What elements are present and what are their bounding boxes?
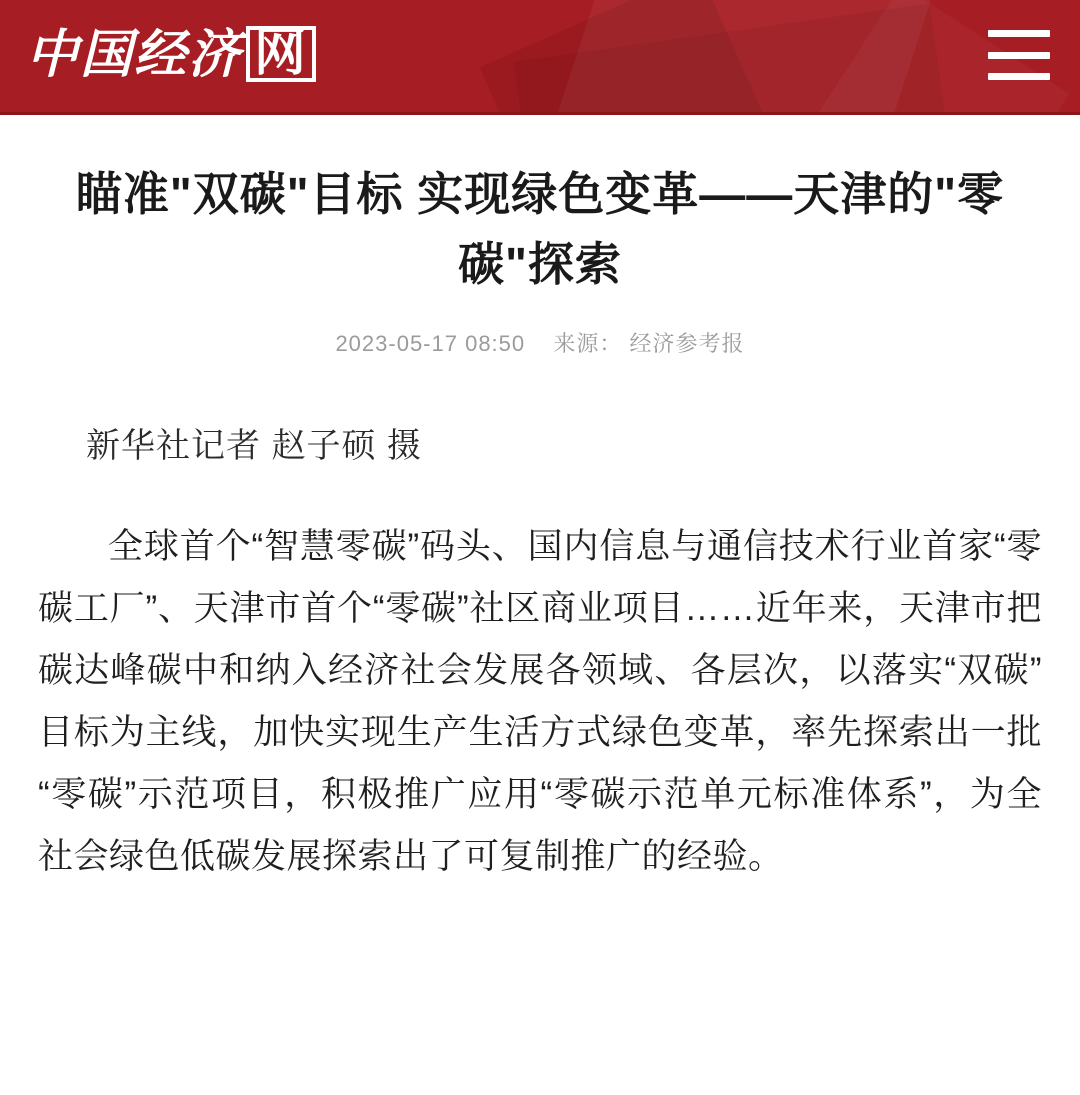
hamburger-menu-icon[interactable]: [988, 30, 1050, 80]
article-source-label: 来源：: [553, 331, 623, 356]
hamburger-bar-2: [988, 52, 1050, 59]
article-container: [0, 159, 1080, 888]
article-paragraph: 全球首个“智慧零碳”码头、国内信息与通信技术行业首家“零碳工厂”、天津市首个“零碳”社区商业项目……近年来，天津市把碳达峰碳中和纳入经济社会发展各领域、各层次，以落实“双碳”目标为主线，加快实现生产生活方式绿色变革，率先探索出一批“零碳”示范项目，积极推广应用“零碳示范单元标准体系”，为全社会绿色低碳发展探索出了可复制推广的经验。: [38, 527, 1042, 876]
site-logo[interactable]: [26, 26, 316, 85]
header-shard-1: [548, 0, 933, 112]
hamburger-bar-1: [988, 30, 1050, 37]
article-source: 经济参考报: [629, 331, 745, 356]
site-header: [0, 0, 1080, 112]
hamburger-bar-3: [988, 73, 1050, 80]
header-shard-4: [514, 3, 947, 112]
article-byline: 新华社记者 赵子硕 摄: [86, 427, 422, 465]
page-title: 瞄准"双碳"目标 实现绿色变革——天津的"零碳"探索: [75, 168, 1005, 290]
header-underline: [0, 112, 1080, 115]
header-shard-2: [480, 0, 781, 112]
site-logo-boxed-text: 网: [246, 26, 316, 82]
article-body: [38, 516, 1042, 888]
article-date: 2023-05-17 08:50: [335, 331, 526, 356]
site-logo-text: 中国经济: [26, 27, 243, 84]
article-meta: [38, 327, 1042, 358]
